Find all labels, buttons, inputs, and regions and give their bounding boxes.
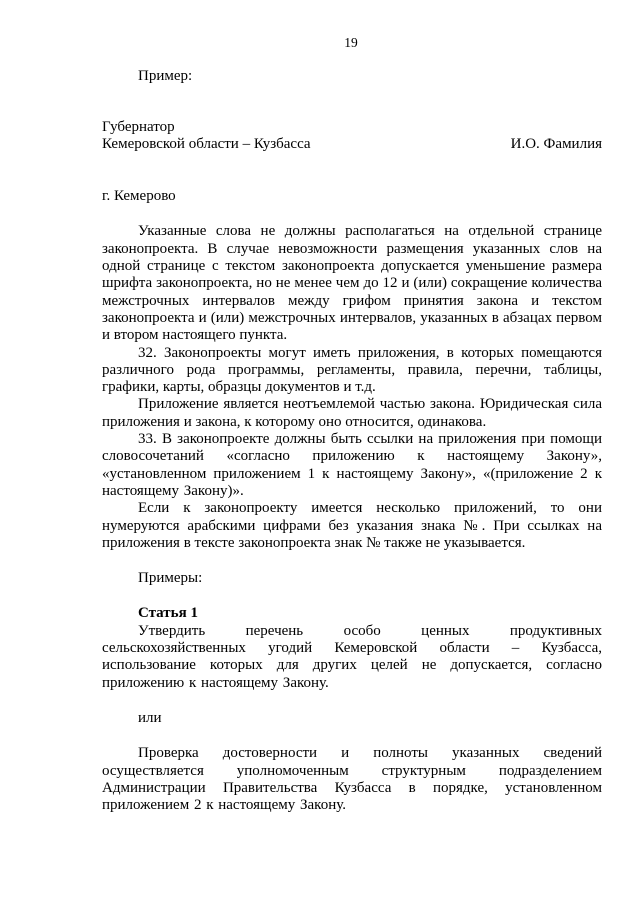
paragraph-item-33: 33. В законопроекте должны быть ссылки на приложения при помощи словосочетаний «согласно приложению к настоящему Закону», «установленном приложением 1 к настоящему Закону», «(приложение 2 к настоящему Закону)».: [102, 431, 602, 499]
example-label: Пример:: [138, 68, 193, 85]
page-number: 19: [344, 35, 358, 50]
signature-title-line1: Губернатор: [102, 118, 175, 135]
examples-label: Примеры:: [138, 570, 203, 587]
or-label: или: [138, 709, 162, 726]
paragraph-placement-rules: Указанные слова не должны располагаться на отдельной странице законопроекта. В случае невозможности размещения указанных слов на одной странице с текстом законопроекта допускается уменьшение размера шрифта законопроекта, но не менее чем до 12 и (или) сокращение количества межстрочных интервалов между грифом принятия закона и текстом законопроекта и (или) межстрочных интервалов, указанных в абзацах первом и втором настоящего пункта.: [102, 223, 602, 344]
signature-title-line2: Кемеровской области – Кузбасса: [102, 135, 311, 152]
paragraph-annex-numbering: Если к законопроекту имеется несколько приложений, то они нумеруются арабскими цифрами без указания знака №. При ссылках на приложения в тексте законопроекта знак № также не указывается.: [102, 500, 602, 551]
paragraph-closing-example: Проверка достоверности и полноты указанных сведений осуществляется уполномоченным структурным подразделением Администрации Правительства Кузбасса в порядке, установленном приложением 2 к настоящему Закону.: [102, 745, 602, 814]
signature-titles: [102, 119, 311, 154]
signature-name: И.О. Фамилия: [510, 135, 602, 152]
paragraph-article-example: Утвердить перечень особо ценных продуктивных сельскохозяйственных угодий Кемеровской области – Кузбасса, использование которых для других целей не допускается, согласно приложению к настоящему Закону.: [102, 622, 602, 691]
article-heading: Статья 1: [138, 605, 198, 622]
document-content: [102, 68, 602, 814]
signature-city: г. Кемерово: [102, 188, 176, 205]
paragraph-item-32: 32. Законопроекты могут иметь приложения, в которых помещаются различного рода программы, регламенты, правила, перечни, таблицы, графики, карты, образцы документов и т.д.: [102, 344, 602, 396]
paragraph-annex-integral: Приложение является неотъемлемой частью закона. Юридическая сила приложения и закона, к которому оно относится, одинакова.: [102, 396, 602, 430]
signature-block: [102, 119, 602, 154]
